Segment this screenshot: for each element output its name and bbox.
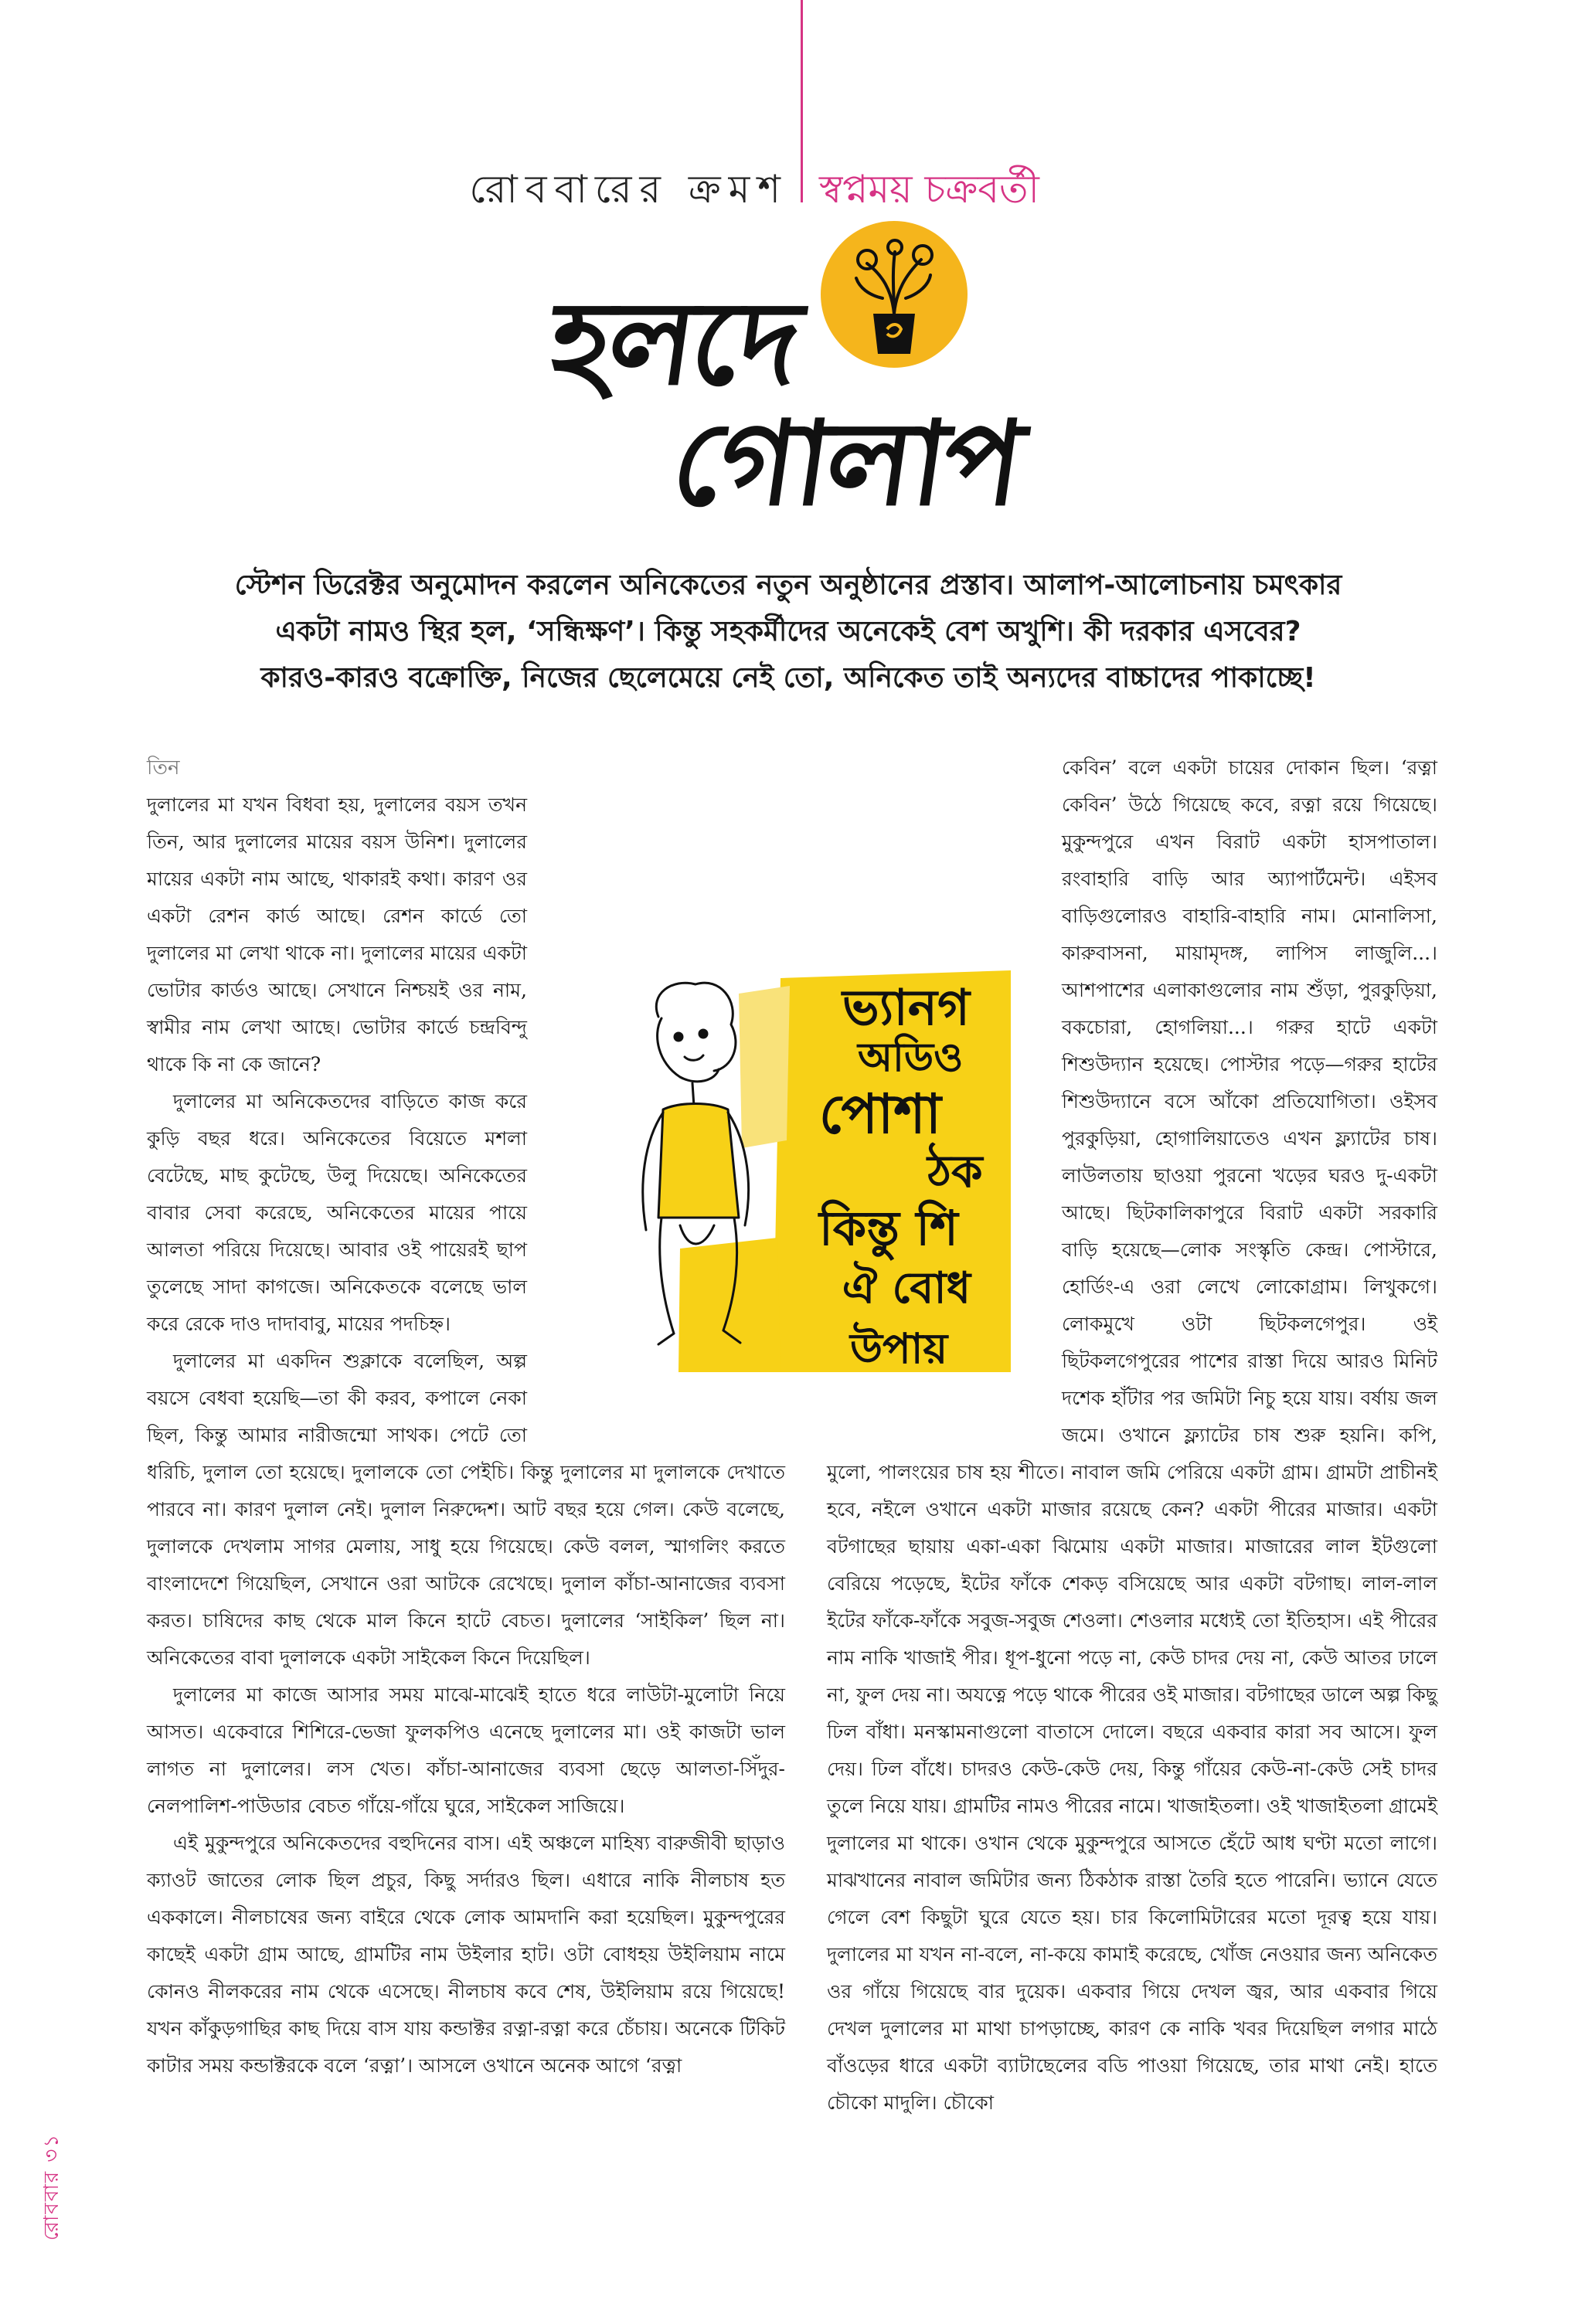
poster-text: উপায় bbox=[850, 1324, 948, 1372]
paragraph: কেবিন’ বলে একটা চায়ের দোকান ছিল। ‘রত্না কেবিন’ উঠে গিয়েছে কবে, রত্না রয়ে গিয়েছে। মুকুন্দপুরে এখন বিরাট একটা হাসপাতাল। রংবাহারি বাড়ি আর অ্যাপার্টমেন্ট। এইসব বাড়িগুলোরও বাহারি-বাহারি নাম। মোনালিসা, কারুবাসনা, মায়ামৃদঙ্গ, লাপিস লাজুলি...। আশপাশের এলাকাগুলোর নাম শুঁড়া, পুরকুড়িয়া, বকচোরা, হোগলিয়া...। গরুর হাটে একটা শিশুউদ্যান হয়েছে। পোস্টার পড়ে—গরুর হাটের শিশুউদ্যানে বসে আঁকো প্রতিযোগিতা। ওইসব পুরকুড়িয়া, হোগালিয়াতেও এখন ফ্ল্যাটের চাষ। লাউলতায় ছাওয়া পুরনো খড়ের ঘরও দু-একটা আছে। ছিটকালিকাপুরে বিরাট একটা সরকারি বাড়ি হয়েছে—লোক সংস্কৃতি কেন্দ্র। পোস্টারে, হোর্ডিং-এ ওরা লেখে লোকোগ্রাম। লিখুকগে। লোকমুখে ওটা ছিটকলগেপুর। ওই ছিটকলগেপুরের পাশের রাস্তা দিয়ে আরও মিনিট দশেক হাঁটার পর জমিটা নিচু হয়ে যায়। বর্ষায় জল জমে। ওখানে ফ্ল্যাটের চাষ শুরু হয়নি। কপি, মুলো, পালংয়ের চাষ হয় শীতে। নাবাল জমি পেরিয়ে একটা গ্রাম। গ্রামটা প্রাচীনই হবে, নইলে ওখানে একটা মাজার রয়েছে কেন? একটা পীরের মাজার। একটা বটগাছের ছায়ায় একা-একা ঝিমোয় একটা মাজার। মাজারের লাল ইটগুলো বেরিয়ে পড়েছে, ইটের ফাঁকে শেকড় বসিয়েছে আর একটা বটগাছ। লাল-লাল ইটের ফাঁকে-ফাঁকে সবুজ-সবুজ শেওলা। শেওলার মধ্যেই তো ইতিহাস। এই পীরের নাম নাকি খাজাই পীর। ধূপ-ধুনো পড়ে না, কেউ চাদর দেয় না, কেউ আতর ঢালে না, ফুল দেয় না। অযত্নে পড়ে থাকে পীরের ওই মাজার। বটগাছের ডালে অল্প কিছু ঢিল বাঁধা। মনস্কামনাগুলো বাতাসে দোলে। বছরে একবার কারা সব আসে। ফুল দেয়। ঢিল বাঁধে। চাদরও কেউ-কেউ দেয়, কিন্তু গাঁয়ের কেউ-না-কেউ সেই চাদর তুলে নিয়ে যায়। গ্রামটির নামও পীরের নামে। খাজাইতলা। ওই খাজাইতলা গ্রামেই দুলালের মা থাকে। ওখান থেকে মুকুন্দপুরে আসতে হেঁটে আধ ঘণ্টা মতো লাগে। মাঝখানের নাবাল জমিটার জন্য ঠিকঠাক রাস্তা তৈরি হতে পারেনি। ভ্যানে যেতে গেলে বেশ কিছুটা ঘুরে যেতে হয়। চার কিলোমিটারের মতো দূরত্ব হয়ে যায়। দুলালের মা যখন না-বলে, না-কয়ে কামাই করেছে, খোঁজ নেওয়ার জন্য অনিকেত ওর গাঁয়ে গিয়েছে বার দুয়েক। একবার গিয়ে দেখল জ্বর, আর একবার গিয়ে দেখল দুলালের মা মাথা চাপড়াচ্ছে, কারণ কে নাকি খবর দিয়েছিল লগার মাঠে বাঁওড়ের ধারে একটা ব্যাটাছেলের বডি পাওয়া গিয়েছে, তার মাথা নেই। হাতে চৌকো মাদুলি। চৌকো bbox=[827, 756, 1437, 2114]
right-column bbox=[827, 749, 1437, 2122]
poster-text: পোশা bbox=[819, 1082, 941, 1146]
left-column bbox=[147, 749, 785, 2084]
poster-text: কিন্তু শি bbox=[819, 1200, 958, 1256]
intro-line: স্টেশন ডিরেক্টর অনুমোদন করলেন অনিকেতের নতুন অনুষ্ঠানের প্রস্তাব। আলাপ-আলোচনায় চমৎকার bbox=[234, 569, 1342, 601]
poster-boy-illustration bbox=[587, 970, 1011, 1372]
page-folio bbox=[23, 2009, 70, 2241]
author-name: স্বপ্নময় চক্রবর্তী bbox=[819, 167, 1039, 212]
chapter-number: তিন bbox=[147, 756, 180, 780]
intro-line: একটা নামও স্থির হল, ‘সন্ধিক্ষণ’। কিন্তু সহকর্মীদের অনেকেই বেশ অখুশি। কী দরকার এসবের? bbox=[275, 616, 1301, 647]
paragraph: দুলালের মা অনিকেতদের বাড়িতে কাজ করে কুড়ি বছর ধরে। অনিকেতের বিয়েতে মশলা বেটেছে, মাছ কুটেছে, উলু দিয়েছে। অনিকেতের বাবার সেবা করেছে, অনিকেতের মায়ের পায়ে আলতা পরিয়ে দিয়েছে। আবার ওই পায়েরই ছাপ তুলেছে সাদা কাগজে। অনিকেতকে বলেছে ভাল করে রেকে দাও দাদাবাবু, মায়ের পদচিহ্ন। bbox=[147, 1090, 527, 1335]
folio-text: রোববার ৩১ bbox=[40, 2132, 63, 2241]
header-divider bbox=[801, 0, 803, 202]
poster-text: ভ্যানগ bbox=[842, 980, 970, 1037]
paragraph: দুলালের মা একদিন শুক্লাকে বলেছিল, অল্প বয়সে বেধবা হয়েছি—তা কী করব, কপালে নেকা ছিল, কিন্তু আমার নারীজন্মো সাথক। পেটে তো ধরিচি, দুলাল তো হয়েছে। দুলালকে তো পেইচি। কিন্তু দুলালের মা দুলালকে দেখাতে পারবে না। কারণ দুলাল নেই। দুলাল নিরুদ্দেশ। আট বছর হয়ে গেল। কেউ বলেছে, দুলালকে দেখলাম সাগর মেলায়, সাধু হয়ে গিয়েছে। কেউ বলল, স্মাগলিং করতে বাংলাদেশে গিয়েছিল, সেখানে ওরা আটকে রেখেছে। দুলাল কাঁচা-আনাজের ব্যবসা করত। চাষিদের কাছ থেকে মাল কিনে হাটে বেচত। দুলালের ‘সাইকিল’ ছিল না। অনিকেতের বাবা দুলালকে একটা সাইকেল কিনে দিয়েছিল। bbox=[147, 1350, 785, 1669]
flower-pot-icon bbox=[821, 221, 968, 368]
intro-blurb bbox=[131, 562, 1445, 702]
inset-illustration bbox=[587, 970, 1011, 1372]
title-word-2: গোলাপ bbox=[664, 396, 1029, 532]
poster-text: অডিও bbox=[858, 1035, 964, 1081]
paragraph: দুলালের মা যখন বিধবা হয়, দুলালের বয়স তখন তিন, আর দুলালের মায়ের বয়স উনিশ। দুলালের মায়ের একটা নাম আছে, থাকারই কথা। কারণ ওর একটা রেশন কার্ড আছে। রেশন কার্ডে তো দুলালের মা লেখা থাকে না। দুলালের মায়ের একটা ভোটার কার্ডও আছে। সেখানে নিশ্চয়ই ওর নাম, স্বামীর নাম লেখা আছে। ভোটার কার্ডে চন্দ্রবিন্দু থাকে কি না কে জানে? bbox=[147, 793, 527, 1075]
intro-line: কারও-কারও বক্রোক্তি, নিজের ছেলেমেয়ে নেই তো, অনিকেত তাই অন্যদের বাচ্চাদের পাকাচ্ছে! bbox=[260, 662, 1316, 694]
paragraph: দুলালের মা কাজে আসার সময় মাঝে-মাঝেই হাতে ধরে লাউটা-মুলোটা নিয়ে আসত। একেবারে শিশিরে-ভেজা ফুলকপিও এনেছে দুলালের মা। ওই কাজটা ভাল লাগত না দুলালের। লস খেত। কাঁচা-আনাজের ব্যবসা ছেড়ে আলতা-সিঁদুর-নেলপালিশ-পাউডার বেচত গাঁয়ে-গাঁয়ে ঘুরে, সাইকেল সাজিয়ে। bbox=[147, 1684, 785, 1817]
series-label: রোববারের ক্রমশ bbox=[469, 167, 788, 212]
poster-text: ঠক bbox=[927, 1145, 983, 1198]
title-word-1: হলদে bbox=[542, 275, 807, 411]
poster-text: ঐ বোধ bbox=[842, 1263, 971, 1313]
paragraph: এই মুকুন্দপুরে অনিকেতদের বহুদিনের বাস। এই অঞ্চলে মাহিষ্য বারুজীবী ছাড়াও ক্যাওট জাতের লোক ছিল প্রচুর, কিছু সর্দারও ছিল। এধারে নাকি নীলচাষ হত এককালে। নীলচাষের জন্য বাইরে থেকে লোক আমদানি করা হয়েছিল। মুকুন্দপুরের কাছেই একটা গ্রাম আছে, গ্রামটির নাম উইলার হাট। ওটা বোধহয় উইলিয়াম নামে কোনও নীলকরের নাম থেকে এসেছে। নীলচাষ কবে শেষ, উইলিয়াম রয়ে গিয়েছে! যখন কাঁকুড়গাছির কাছ দিয়ে বাস যায় কন্ডাক্টর রত্না-রত্না করে চেঁচায়। অনেকে টিকিট কাটার সময় কন্ডাক্টরকে বলে ‘রত্না’। আসলে ওখানে অনেক আগে ‘রত্না bbox=[147, 1832, 785, 2077]
